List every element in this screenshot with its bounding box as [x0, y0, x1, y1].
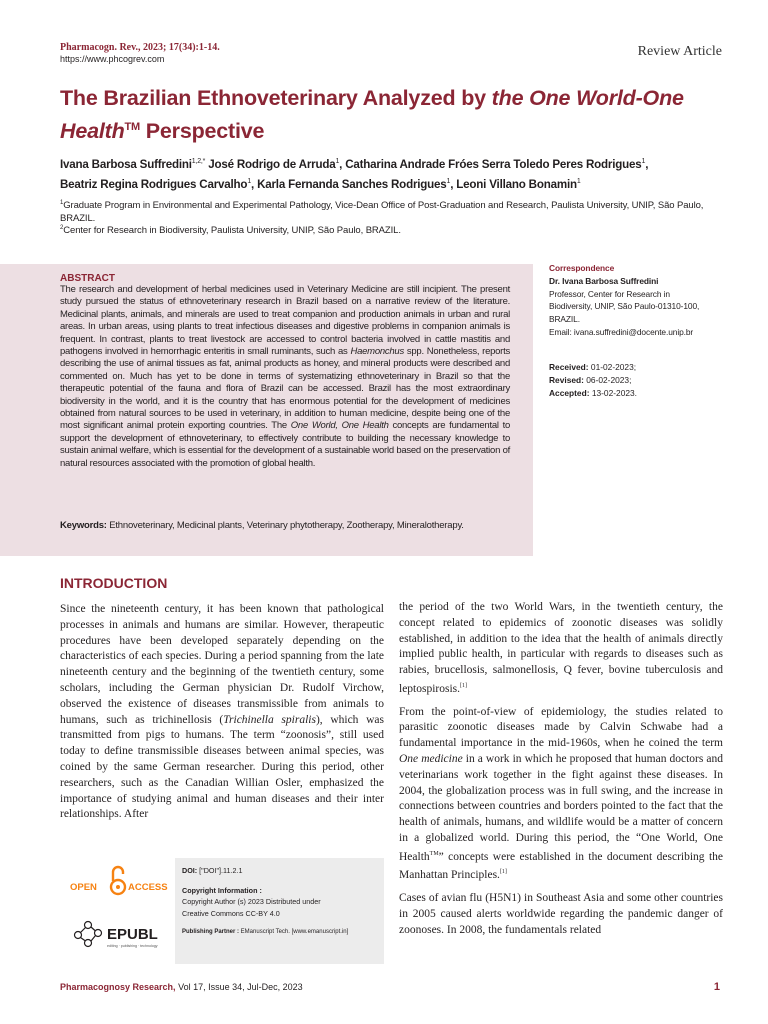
author-line-1: Ivana Barbosa Suffredini$^{1,2,*}$ José Rodrigo de Arruda$^1$, Catharina Andrade Fróes Serra Toledo Peres Rodrigues$^1$, — [60, 157, 649, 171]
article-type: Review Article — [637, 44, 722, 59]
journal-url[interactable]: https://www.phcogrev.com — [60, 54, 165, 64]
intro-paragraph-1: Since the nineteenth century, it has been known that pathological processes in animals and humans are similar. However, therapeutic procedures have been developed separately depending on the characteristics of each species. During a period spanning from the late nineteenth century and the beginning of the twentieth century, some scholars, including the German physician Dr. Rudolf Virchow, observed the existence of diseases transmissible from animals to humans, such as trichinellosis (Trichinella spiralis), which was transmitted from pigs to humans. The term “zoonosis”, still used today to define transmissible diseases between animal species, was coined by the same German researcher. During this period, other researchers, such as the Canadian Willian Osler, emphasized the importance of studying animal and human diseases and their inter relationships. After — [60, 603, 384, 821]
epubl-label: EPUBL — [107, 926, 158, 943]
abstract-heading: ABSTRACT — [60, 273, 115, 284]
citation-link[interactable]: [1] — [460, 682, 468, 689]
article-dates: Received: 01-02-2023; Revised: 06-02-2023; Accepted: 13-02-2023. — [549, 362, 637, 398]
intro-paragraph-3: From the point-of-view of epidemiology, the studies related to parasitic zoonotic diseases made by Calvin Schwabe had a fundamental importance in the mid-1960s, when he coined the term One medicine in a work in which he proposed that human doctors and veterinarians work together in the fight against these diseases. In 2004, the globalization process was in full swing, and the increase in connections between countries and borders pointed to the fact that the health of animals, humans, and wildlife would be a matter of concern in a globalized world. During this period, the “One World, One Health™” concepts were established in the document describing the Manhattan Principles.[1] — [399, 705, 723, 882]
article-info-text: DOI: ["DOI"].11.2.1 Copyright Information : Copyright Author (s) 2023 Distributed under Creative Commons CC-BY 4.0 Publishing Partner : EManuscript Tech. [www.emanuscript.in] — [182, 865, 380, 939]
correspondence-email[interactable]: Email: ivana.suffredini@docente.unip.br — [549, 326, 694, 337]
article-title: The Brazilian Ethnoveterinary Analyzed by the One World-One Health™ Perspective — [60, 86, 684, 144]
network-icon — [75, 922, 102, 947]
keywords: Keywords: Ethnoveterinary, Medicinal plants, Veterinary phytotherapy, Zootherapy, Mineralotherapy. — [60, 520, 464, 531]
affiliation-1: $^1$Graduate Program in Environmental and Experimental Pathology, Vice-Dean Office of Post-Graduation and Research, Paulista University, UNIP, São Paulo, BRAZIL. — [60, 200, 704, 224]
page-number: 1 — [713, 981, 720, 993]
doi: DOI: ["DOI"].11.2.1 — [182, 866, 243, 875]
abstract-text: The research and development of herbal medicines used in Veterinary Medicine are still incipient. The present study pursued the status of ethnoveterinary research in Brazil based on a narrative review of the literature. Medicinal plants, animals, and minerals are used to treat companion and production animals in urban and rural areas. In urban areas, using plants to treat infectious diseases and digestive problems in companion animals is frequent. In contrast, plants to treat livestock are accessed to control bacteria involved in cattle mastitis and pathogens involved in hemorrhagic enteritis in small ruminants, such as Haemonchus spp. Nonetheless, reports describing the use of animal tissues as fat, animal products as honey, and mineral products were described and commented on. Much has yet to be done in terms of systematizing ethnoveterinary in Brazil so that the therapeutic potential of the fauna and flora of Brazil can be accessed. Brazil has the most extraordinary biodiversity in the world, and it is the country that has enormous potential for the development of medicines obtained from natural sources to be used in veterinary, in addition to human medicine, despite being one of the most significant animal protein exporting countries. The One World, One Health concepts are fundamental to support the development of ethnoveterinary, to effectively contribute to building the necessary knowledge to sustain animal welfare, which is essential for the development of a sustainable world based on the preservation of natural resources associated with the promotion of global health. — [60, 284, 510, 469]
intro-paragraph-4: Cases of avian flu (H5N1) in Southeast Asia and some other countries in 2005 caused alerts worldwide regarding the pandemic danger of zoonoses. In 2008, the fundamentals related — [399, 892, 723, 936]
open-access-logo — [70, 862, 170, 902]
journal-reference: Pharmacogn. Rev., 2023; 17(34):1-14. — [60, 42, 220, 53]
author-list — [60, 153, 720, 193]
affiliation-2: $^2$Center for Research in Biodiversity, Paulista University, UNIP, São Paulo, BRAZIL. — [60, 225, 401, 237]
open-lock-icon — [111, 867, 125, 894]
correspondence-block: Correspondence Dr. Ivana Barbosa Suffredini Professor, Center for Research in Biodiversity, UNIP, São Paulo-01310-100, BRAZIL. Email: ivana.suffredini@docente.unip.br — [549, 262, 724, 339]
citation-link[interactable]: [1] — [499, 869, 507, 876]
correspondence-name: Dr. Ivana Barbosa Suffredini — [549, 275, 659, 286]
footer-journal-info: Pharmacognosy Research, Vol 17, Issue 34, Jul-Dec, 2023 — [60, 982, 303, 992]
correspondence-heading: Correspondence — [549, 263, 615, 273]
intro-paragraph-2: the period of the two World Wars, in the twentieth century, the concept related to epidemics of zoonotic diseases was solidly established, in addition to the idea that the health of animals directly implied public health, in particular with regards to diseases such as rabies, brucellosis, salmonellosis, Q fever, bovine tuberculosis and leptospirosis.[1] — [399, 601, 723, 695]
body-column-left — [60, 602, 384, 830]
epubl-logo — [70, 915, 170, 951]
open-access-label-2: ACCESS — [128, 882, 168, 893]
open-access-label-1: OPEN — [70, 882, 97, 893]
introduction-heading: INTRODUCTION — [60, 575, 168, 591]
epubl-tagline: editing · publishing · technology — [107, 944, 158, 948]
author-line-2: Beatriz Regina Rodrigues Carvalho$^1$, Karla Fernanda Sanches Rodrigues$^1$, Leoni Villano Bonamin$^1$ — [60, 177, 581, 191]
body-column-right — [399, 600, 723, 945]
